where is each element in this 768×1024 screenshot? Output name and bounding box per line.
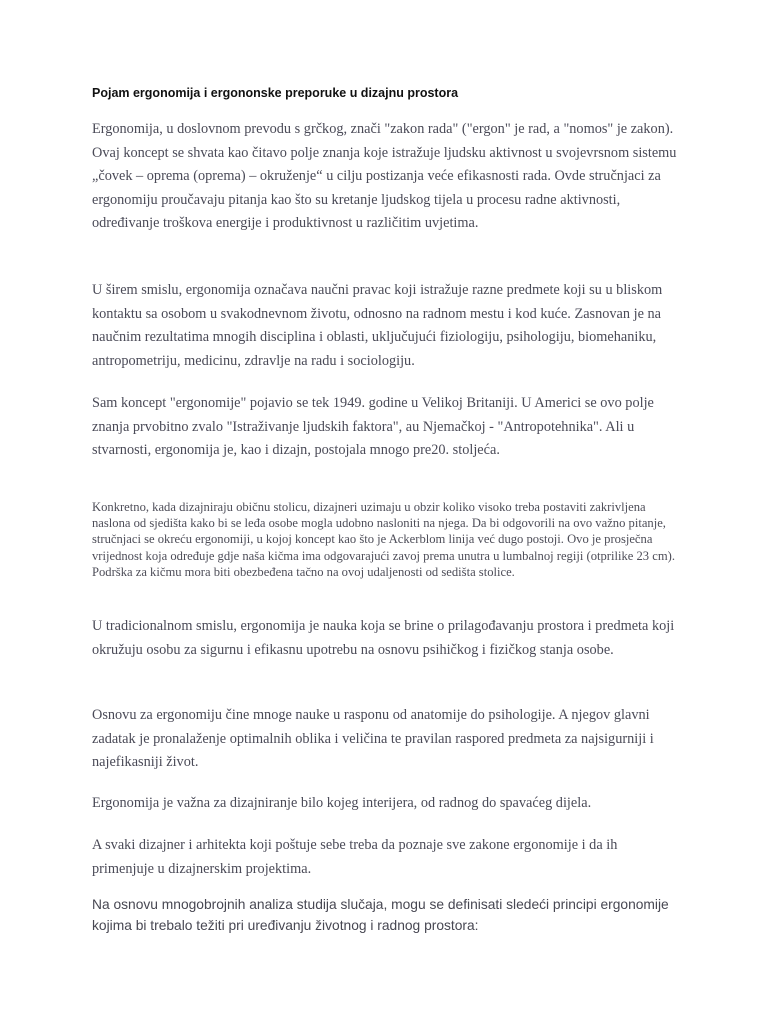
paragraph-9: Na osnovu mnogobrojnih analiza studija slučaja, mogu se definisati sledeći principi ergonomije kojima bi trebalo težiti pri uređivanju životnog i radnog prostora: (92, 897, 669, 933)
paragraph-7: Ergonomija je važna za dizajniranje bilo kojeg interijera, od radnog do spavaćeg dijela. (92, 795, 592, 811)
document-title: Pojam ergonomija i ergononske preporuke u dizajnu prostora (92, 86, 459, 100)
paragraph-5: U tradicionalnom smislu, ergonomija je nauka koja se brine o prilagođavanju prostora i predmeta koji okružuju osobu za sigurnu i efikasnu upotrebu na osnovu psihičkog i fizičkog stanja osobe. (92, 618, 675, 658)
paragraph-3: Sam koncept "ergonomije" pojavio se tek 1949. godine u Velikoj Britaniji. U Americi se ovo polje znanja prvobitno zvalo "Istraživanje ljudskih faktora", au Njemačkoj - "Antropotehnika". Ali u stvarnosti, ergonomija je, kao i dizajn, postojala mnogo pre20. stoljeća. (92, 395, 654, 458)
paragraph-4: Konkretno, kada dizajniraju običnu stolicu, dizajneri uzimaju u obzir koliko visoko treba postaviti zakrivljena naslona od sjedišta kako bi se leđa osobe mogla udobno nasloniti na njega. Da bi odgovorili na ovo važno pitanje, stručnjaci se okreću ergonomiji, u kojoj koncept kao što je Ackerblom linija već dugo postoji. Ovo je prosječna vrijednost koja određuje gdje naša kičma ima odgovarajući zavoj prema unutra u lumbalnoj regiji (otprilike 23 cm). Podrška za kičmu mora biti obezbeđena tačno na ovoj udaljenosti od sedišta stolice. (92, 500, 675, 579)
paragraph-8: A svaki dizajner i arhitekta koji poštuje sebe treba da poznaje sve zakone ergonomije i da ih primenjuje u dizajnerskim projektima. (92, 837, 618, 877)
paragraph-2: U širem smislu, ergonomija označava naučni pravac koji istražuje razne predmete koji su u bliskom kontaktu sa osobom u svakodnevnom životu, odnosno na radnom mestu i kod kuće. Zasnovan je na naučnim rezultatima mnogih disciplina i oblasti, uključujući fiziologiju, psihologiju, biomehaniku, antropometriju, medicinu, zdravlje na radu i sociologiju. (92, 282, 663, 369)
paragraph-6: Osnovu za ergonomiju čine mnoge nauke u rasponu od anatomije do psihologije. A njegov glavni zadatak je pronalaženje optimalnih oblika i veličina te pravilan raspored predmeta za najsigurniji i najefikasniji život. (92, 707, 654, 770)
paragraph-1: Ergonomija, u doslovnom prevodu s grčkog, znači "zakon rada" ("ergon" je rad, a "nomos" je zakon). Ovaj koncept se shvata kao čitavo polje znanja koje istražuje ljudsku aktivnost u svojevrsnom sistemu „čovek – oprema (oprema) – okruženje“ u cilju postizanja veće efikasnosti rada. Ovde stručnjaci za ergonomiju proučavaju pitanja kao što su kretanje ljudskog tijela u procesu radne aktivnosti, određivanje troškova energije i produktivnost u različitim uvjetima. (92, 121, 677, 231)
